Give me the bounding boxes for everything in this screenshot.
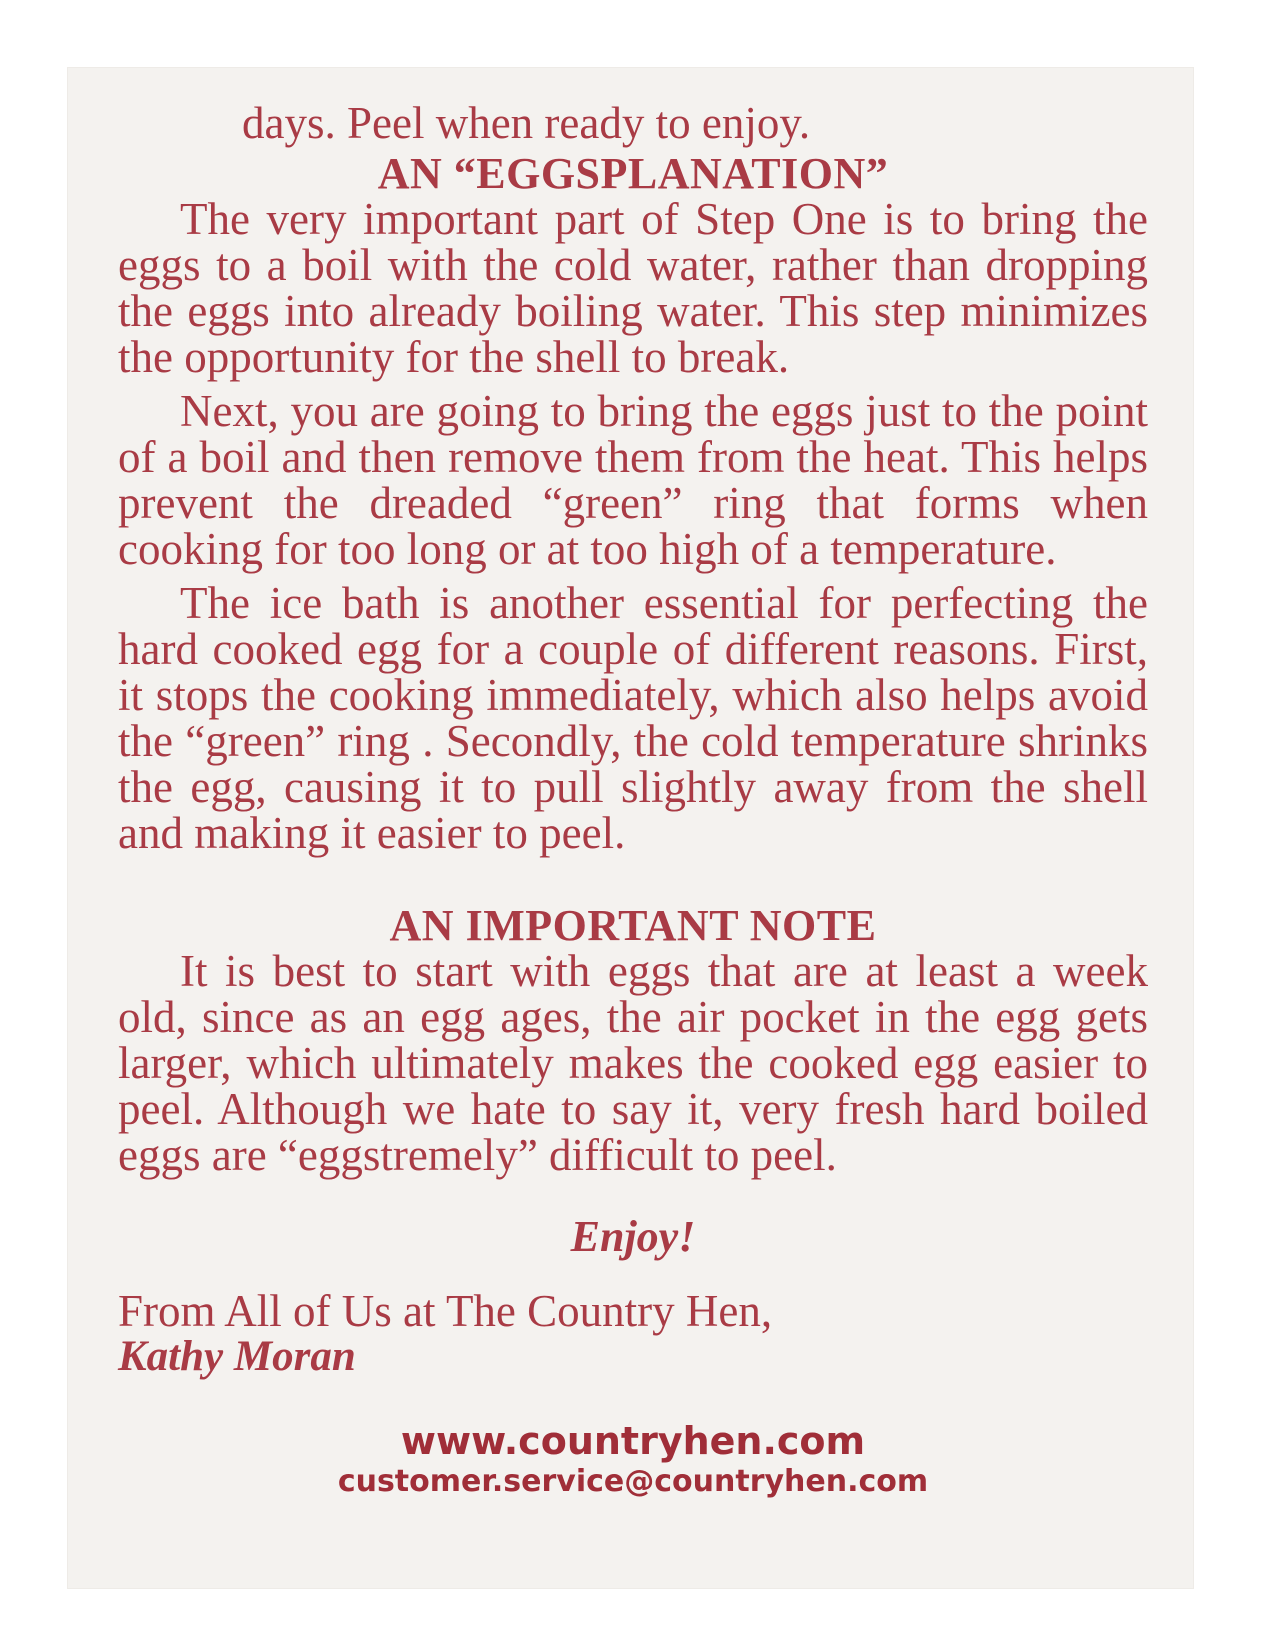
section-heading-important-note: AN IMPORTANT NOTE: [389, 901, 877, 950]
enjoy-text: Enjoy!: [570, 1212, 696, 1261]
document-content: [118, 100, 1148, 1500]
paragraph-step-one: The very important part of Step One is to bring the eggs to a boil with the cold water, rather than dropping the eggs into already boiling water. This step minimizes the opportunity for the shell to break.: [118, 194, 1148, 382]
paragraph-egg-age: It is best to start with eggs that are at least a week old, since as an egg ages, the air pocket in the egg gets larger, which ultimately makes the cooked egg easier to peel. Although we hate to say it, very fresh hard boiled eggs are “eggstremely” difficult to peel.: [118, 946, 1148, 1180]
email-link[interactable]: customer.service@countryhen.com: [337, 1464, 929, 1499]
paragraph-boil-point: Next, you are going to bring the eggs just to the point of a boil and then remove them from the heat. This helps prevent the dreaded “green” ring that forms when cooking for too long or at too high of a temperature.: [118, 386, 1148, 574]
section-heading-eggsplanation: AN “EGGSPLANATION”: [377, 149, 889, 198]
lead-line: days. Peel when ready to enjoy.: [242, 98, 811, 148]
website-link[interactable]: www.countryhen.com: [400, 1419, 866, 1463]
contact-block: [118, 1420, 1148, 1500]
signature: Kathy Moran: [118, 1333, 356, 1380]
from-line: From All of Us at The Country Hen,: [118, 1286, 773, 1336]
paragraph-ice-bath: The ice bath is another essential for perfecting the hard cooked egg for a couple of different reasons. First, it stops the cooking immediately, which also helps avoid the “green” ring . Secondly, the cold temperature shrinks the egg, causing it to pull slightly away from the shell and making it easier to peel.: [118, 578, 1148, 858]
